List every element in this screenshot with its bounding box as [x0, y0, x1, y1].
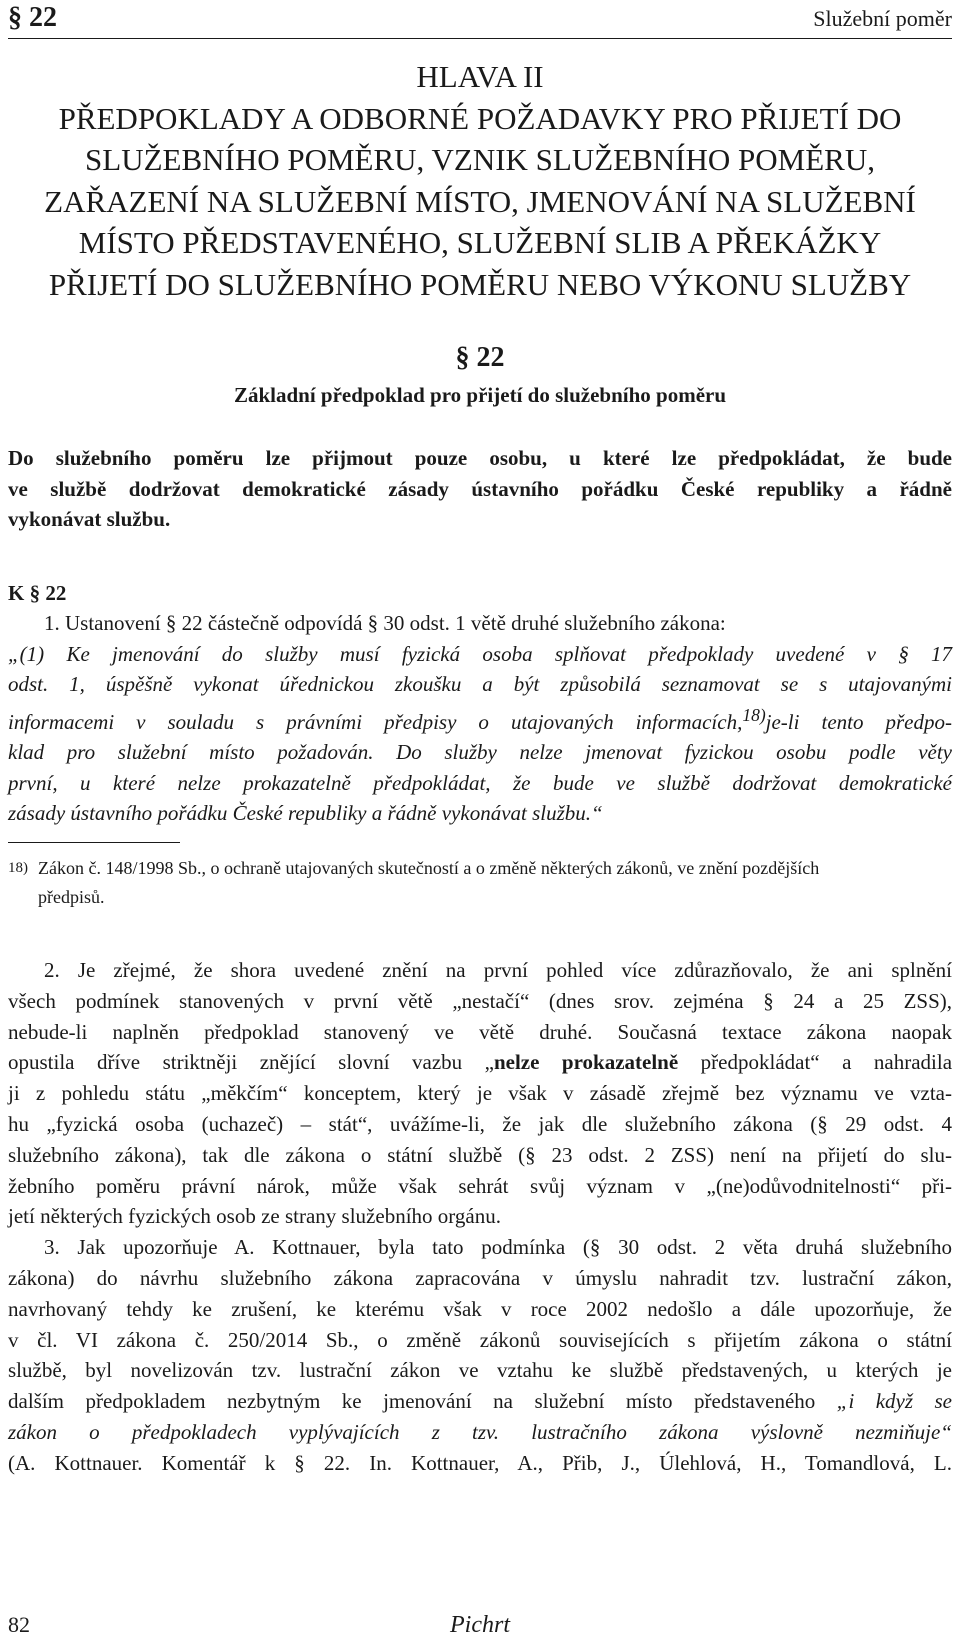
statute-line: ve službě dodržovat demokratické zásady ústavního pořádku České republiky a řádně — [8, 476, 952, 501]
footnote — [8, 854, 952, 912]
text-run: dalším předpokladem nezbytným ke jmenování na služební místo představeného — [8, 1389, 837, 1414]
page-footer — [8, 1612, 952, 1646]
point2-line: nebude-li naplněn předpoklad stanovený ve větě druhé. Současná textace zákona naopak — [8, 1019, 952, 1044]
section-number: § 22 — [455, 342, 505, 373]
point2-line: jetí některých fyzických osob ze strany služebního orgánu. — [8, 1204, 501, 1229]
quote-text: informacemi v souladu s právními předpisy o utajovaných informacích, — [8, 709, 743, 734]
point3-line: 3. Jak upozorňuje A. Kottnauer, byla tato podmínka (§ 30 odst. 2 věta druhá služebního — [44, 1235, 952, 1260]
header-title: Služební poměr — [813, 6, 952, 31]
point3-line: navrhovaný tehdy ke zrušení, ke kterému však v roce 2002 nedošlo a dále upozorňuje, že — [8, 1296, 952, 1321]
chapter-line: ZAŘAZENÍ NA SLUŽEBNÍ MÍSTO, JMENOVÁNÍ NA SLUŽEBNÍ — [44, 183, 916, 219]
point-lead: 1. Ustanovení § 22 částečně odpovídá § 30 odst. 1 větě druhé služebního zákona: — [44, 611, 726, 635]
section-title: Základní předpoklad pro přijetí do služebního poměru — [233, 383, 727, 407]
statute-text — [8, 443, 952, 535]
footnote-mark: 18) — [8, 860, 28, 876]
quote-line: „(1) Ke jmenování do služby musí fyzická osoba splňovat předpoklady uvedené v § 17 — [8, 641, 952, 666]
footnote-rule — [8, 842, 180, 843]
commentary-body — [8, 955, 952, 1479]
point3-line: službě, byl novelizován tzv. lustrační zákon ve vztahu ke službě představených, u kterých je — [8, 1358, 952, 1383]
point3-line: zákon o předpokladech vyplývajících z tzv. lustračního zákona výslovně nezmiňuje“ — [8, 1419, 952, 1444]
point2-line: služebního zákona), tak dle zákona o státní službě (§ 23 odst. 2 ZSS) není na přijetí do slu- — [8, 1142, 952, 1167]
quote-text: „i když se — [836, 1389, 952, 1414]
chapter-line: MÍSTO PŘEDSTAVENÉHO, SLUŽEBNÍ SLIB A PŘEKÁŽKY — [78, 225, 882, 260]
page-number: 82 — [8, 1612, 30, 1637]
commentary-point-1 — [8, 608, 952, 829]
point2-line: 2. Je zřejmé, že shora uvedené znění na první pohled více zdůrazňovalo, že ani splnění — [44, 958, 952, 982]
quote-text: je-li tento předpo- — [765, 709, 952, 734]
quote-line — [8, 700, 952, 738]
text-run: opustila dříve striktněji znějící slovní vazbu „ — [8, 1050, 494, 1075]
text-run: předpokládat“ a nahradila — [678, 1050, 953, 1075]
point3-line: v čl. VI zákona č. 250/2014 Sb., o změně zákonů souvisejících s přijetím zákona o státní — [8, 1327, 952, 1352]
quote-line: zásady ústavního pořádku České republiky a řádně vykonávat službu.“ — [8, 801, 603, 825]
footnote-line: předpisů. — [38, 887, 105, 907]
document-page — [8, 0, 952, 1651]
quote-line: odst. 1, úspěšně vykonat úřednickou zkoušku a být způsobilá seznamovat se s utajovanými — [8, 672, 952, 696]
footnote-line: Zákon č. 148/1998 Sb., o ochraně utajovaných skutečností a o změně některých zákonů, ve znění pozdějších — [38, 858, 820, 878]
point3-line: (A. Kottnauer. Komentář k § 22. In. Kottnauer, A., Přib, J., Úlehlová, H., Tomandlová, L. — [8, 1450, 952, 1475]
running-header — [8, 2, 952, 36]
emphasis: nelze prokazatelně — [493, 1050, 679, 1075]
quote-line: první, u které nelze prokazatelně předpokládat, že bude ve službě dodržovat demokratické — [8, 770, 952, 795]
statute-line: vykonávat službu. — [8, 507, 171, 531]
point2-line: hu „fyzická osoba (uchazeč) – stát“, uvážíme-li, že jak dle služebního zákona (§ 29 odst. 4 — [8, 1111, 952, 1136]
commentary-heading: K § 22 — [8, 581, 67, 605]
point2-line: žebního poměru právní nárok, může však sehrát svůj význam v „(ne)odůvodnitelnosti“ při- — [8, 1173, 952, 1198]
author-name: Pichrt — [450, 1612, 510, 1638]
statute-line: Do služebního poměru lze přijmout pouze osobu, u které lze předpokládat, že bude — [8, 446, 952, 470]
footnote-reference: 18) — [742, 704, 766, 725]
header-section-number: § 22 — [8, 2, 57, 33]
header-rule — [8, 38, 952, 39]
chapter-line: SLUŽEBNÍHO POMĚRU, VZNIK SLUŽEBNÍHO POMĚRU, — [85, 142, 875, 177]
chapter-heading — [8, 56, 952, 305]
chapter-line: PŘEDPOKLADY A ODBORNÉ POŽADAVKY PRO PŘIJETÍ DO — [58, 100, 902, 136]
point2-line: ji z pohledu státu „měkčím“ konceptem, který je však v zásadě zřejmě bez významu ve vzta- — [8, 1081, 952, 1106]
chapter-line: PŘIJETÍ DO SLUŽEBNÍHO POMĚRU NEBO VÝKONU SLUŽBY — [48, 266, 912, 302]
chapter-line: HLAVA II — [416, 59, 544, 94]
quote-line: klad pro služební místo požadován. Do služby nelze jmenovat fyzickou osobu podle věty — [8, 740, 952, 764]
point2-line: všech podmínek stanovených v první větě „nestačí“ (dnes srov. zejména § 24 a 25 ZSS), — [8, 988, 952, 1013]
point2-line — [8, 1047, 952, 1078]
point3-line — [8, 1386, 952, 1417]
point3-line: zákona) do návrhu služebního zákona zapracována v úmyslu nahradit tzv. lustrační zákon, — [8, 1265, 952, 1290]
